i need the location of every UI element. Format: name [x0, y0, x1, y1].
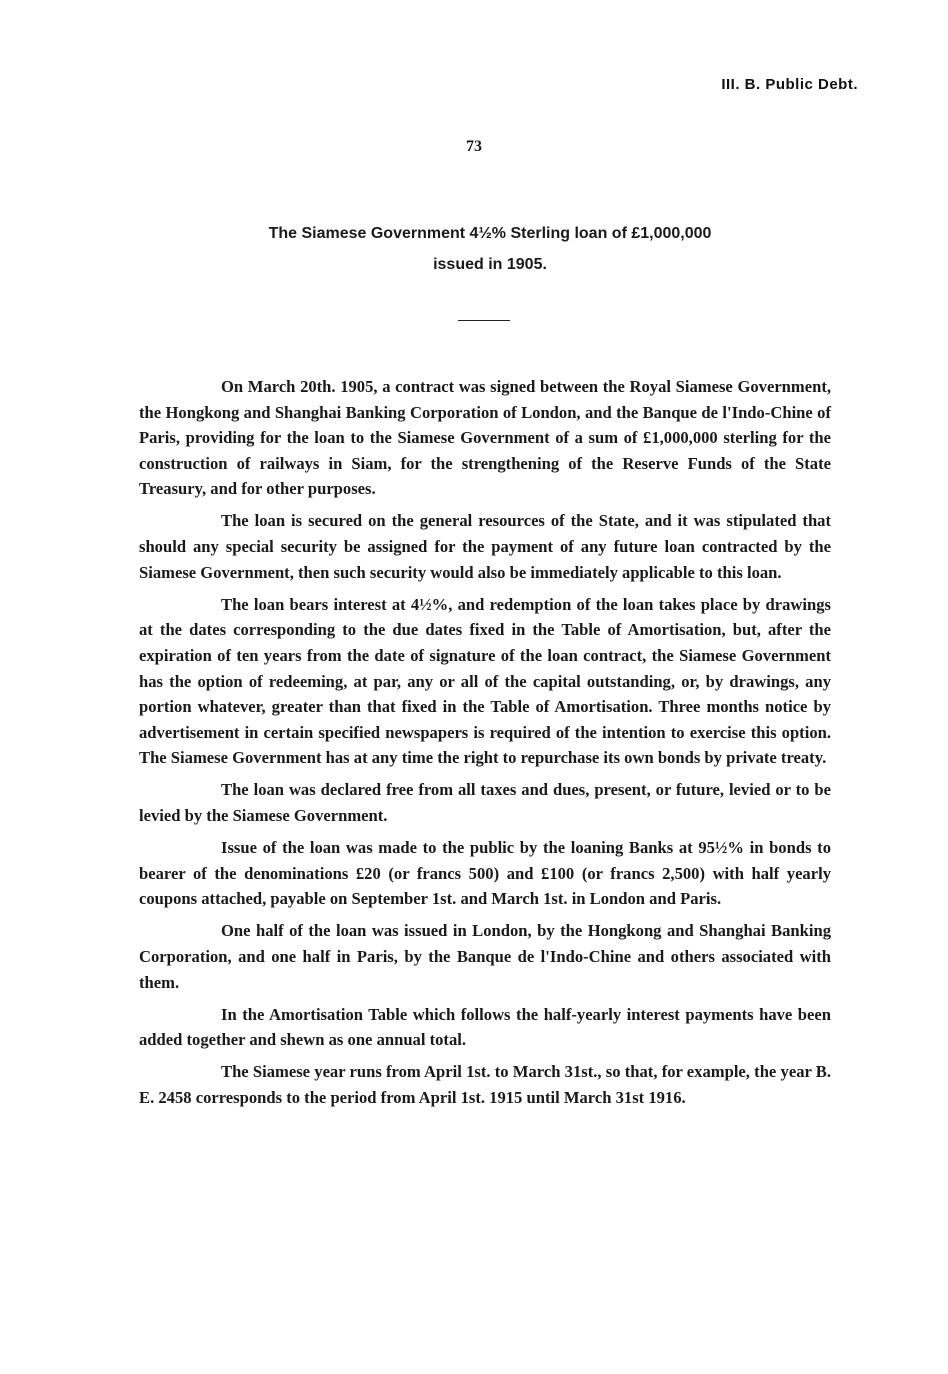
paragraph: One half of the loan was issued in London, by the Hongkong and Shanghai Banking Corporation, and one half in Paris, by the Banque de l'Indo-Chine and others associated with them.: [139, 921, 831, 992]
title-line-1: The Siamese Government 4½% Sterling loan of £1,000,000: [268, 225, 712, 242]
paragraph: Issue of the loan was made to the public by the loaning Banks at 95½% in bonds to bearer of the denominations £20 (or francs 500) and £100 (or francs 2,500) with half yearly coupons attached, payable on September 1st. and March 1st. in London and Paris.: [139, 838, 831, 909]
document-title: [150, 218, 830, 280]
paragraph: On March 20th. 1905, a contract was signed between the Royal Siamese Government, the Hongkong and Shanghai Banking Corporation of London, and the Banque de l'Indo-Chine of Paris, providing for the loan to the Siamese Government of a sum of £1,000,000 sterling for the construction of railways in Siam, for the strengthening of the Reserve Funds of the State Treasury, and for other purposes.: [139, 377, 831, 499]
paragraph: The loan is secured on the general resources of the State, and it was stipulated that should any special security be assigned for the payment of any future loan contracted by the Siamese Government, then such security would also be immediately applicable to this loan.: [139, 511, 831, 582]
title-divider: [458, 320, 510, 321]
paragraph: The loan bears interest at 4½%, and redemption of the loan takes place by drawings at the dates corresponding to the due dates fixed in the Table of Amortisation, but, after the expiration of ten years from the date of signature of the loan contract, the Siamese Government has the option of redeeming, at par, any or all of the capital outstanding, or, by drawings, any portion whatever, greater than that fixed in the Table of Amortisation. Three months notice by advertisement in certain specified newspapers is required of the intention to exercise this option. The Siamese Government has at any time the right to repurchase its own bonds by private treaty.: [139, 594, 831, 768]
page-number: 73: [466, 138, 482, 155]
paragraph: The loan was declared free from all taxes and dues, present, or future, levied or to be levied by the Siamese Government.: [139, 780, 831, 825]
title-line-2: issued in 1905.: [433, 256, 547, 273]
running-head: III. B. Public Debt.: [721, 76, 858, 93]
paragraph: In the Amortisation Table which follows the half-yearly interest payments have been added together and shewn as one annual total.: [139, 1004, 831, 1050]
paragraph: The Siamese year runs from April 1st. to March 31st., so that, for example, the year B. E. 2458 corresponds to the period from April 1st. 1915 until March 31st 1916.: [139, 1062, 831, 1107]
body-text: [139, 374, 831, 1117]
